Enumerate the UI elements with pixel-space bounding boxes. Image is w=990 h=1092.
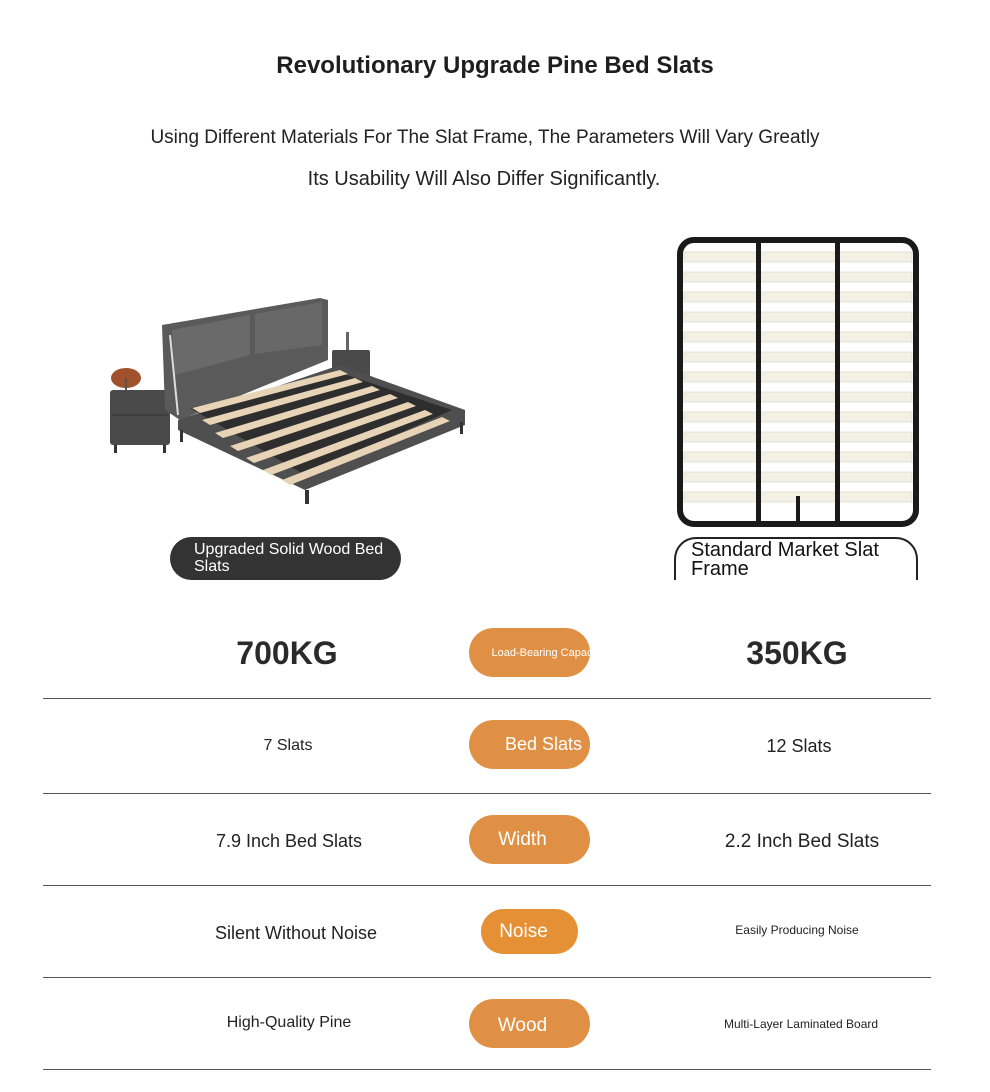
feature-noise-badge [481,909,578,954]
upgraded-slats-label: Upgraded Solid Wood Bed Slats [170,537,401,580]
row-divider [43,977,931,978]
right-noise: Easily Producing Noise [735,923,859,937]
right-width: 2.2 Inch Bed Slats [724,831,880,852]
row-divider [43,885,931,886]
row-divider [43,1069,931,1070]
feature-wood-badge [469,999,590,1048]
page-title: Revolutionary Upgrade Pine Bed Slats [276,52,714,79]
standard-frame-label: Standard Market Slat Frame [674,537,918,580]
feature-label: Bed Slats [504,734,583,754]
left-width: 7.9 Inch Bed Slats [215,831,363,851]
row-divider [43,698,931,699]
left-wood: High-Quality Pine [226,1014,352,1031]
feature-label: Noise [499,920,548,942]
feature-width-badge [469,815,590,864]
feature-label: Width [498,828,547,850]
left-noise: Silent Without Noise [214,923,378,943]
left-load-capacity: 700KG [236,635,338,671]
subtitle-line-2: Its Usability Will Also Differ Significantly. [307,168,661,190]
right-wood: Multi-Layer Laminated Board [723,1017,879,1031]
feature-label: Load-Bearing Capacity [491,646,604,659]
right-load-capacity: 350KG [746,635,848,671]
left-bed-slats: 7 Slats [263,737,313,754]
feature-label: Wood [497,1014,548,1036]
subtitle-line-1: Using Different Materials For The Slat Frame, The Parameters Will Vary Greatly [150,127,820,148]
feature-bed-slats-badge [469,720,590,769]
upgraded-bed-image [100,290,480,520]
feature-load-capacity-badge [469,628,604,677]
standard-slat-frame-image [672,234,924,530]
row-divider [43,793,931,794]
right-bed-slats: 12 Slats [766,736,832,756]
